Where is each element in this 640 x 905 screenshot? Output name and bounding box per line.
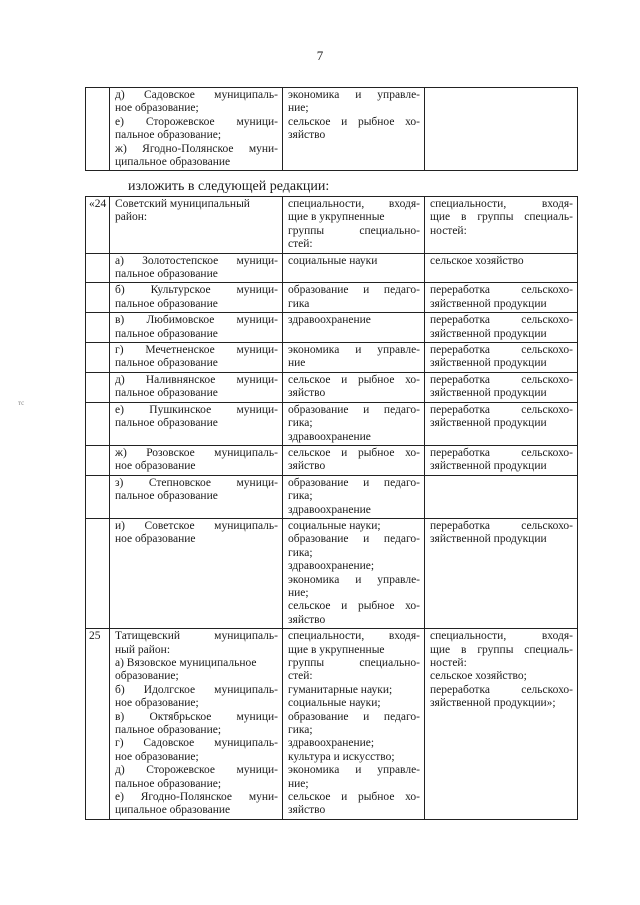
cell-line: пальное образование: [115, 417, 218, 430]
specialties-enlarged-cell: [283, 445, 425, 475]
cell-line: ностей:: [430, 224, 467, 237]
specialties-enlarged-cell: [283, 629, 425, 820]
table-row: [86, 518, 578, 628]
cell-line: щие в укрупненные: [288, 211, 385, 224]
cell-line: з) Степновское муници-: [115, 476, 278, 489]
cell-line: гика;: [288, 490, 313, 503]
cell-line: зяйственной продукции: [430, 460, 547, 473]
municipality-cell: [110, 88, 283, 171]
cell-line: пальное образование: [115, 327, 218, 340]
cell-line: сельское и рыбное хо-: [288, 791, 420, 804]
cell-line: переработка сельскохо-: [430, 519, 573, 532]
cell-line: ное образование;: [115, 697, 199, 710]
cell-line: а) Золотостепское муници-: [115, 254, 278, 267]
specialties-enlarged-cell: [283, 283, 425, 313]
cell-line: здравоохранение;: [288, 737, 375, 750]
margin-mark: тс: [18, 399, 25, 407]
cell-line: зяйственной продукции: [430, 357, 547, 370]
specialties-groups-cell: [425, 343, 578, 373]
cell-line: сельское хозяйство;: [430, 670, 527, 683]
cell-line: гика;: [288, 724, 313, 737]
cell-line: зяйство: [288, 129, 326, 142]
row-number-cell: 25: [86, 629, 110, 820]
cell-line: образование и педаго-: [288, 710, 420, 723]
specialties-enlarged-cell: [283, 402, 425, 445]
cell-line: социальные науки: [288, 254, 378, 267]
cell-line: ние;: [288, 777, 309, 790]
cell-line: щие в группы специаль-: [430, 211, 573, 224]
specialties-groups-cell: [425, 313, 578, 343]
table-row: [86, 372, 578, 402]
page-number: 7: [316, 48, 324, 63]
cell-line: образование и педаго-: [288, 284, 420, 297]
specialties-groups-cell: [425, 445, 578, 475]
cell-line: зяйственной продукции: [430, 417, 547, 430]
cell-line: е) Пушкинское муници-: [115, 403, 278, 416]
table-row: [86, 445, 578, 475]
cell-line: ж) Ягодно-Полянское муни-: [115, 142, 278, 155]
cell-line: щие в группы специаль-: [430, 643, 573, 656]
cell-line: Советский муниципальный: [115, 198, 250, 210]
cell-line: ние;: [288, 586, 309, 599]
table-row: [86, 343, 578, 373]
cell-line: переработка сельскохо-: [430, 683, 573, 696]
cell-line: сельское и рыбное хо-: [288, 600, 420, 613]
cell-line: ное образование;: [115, 102, 199, 115]
row-number-cell: [86, 313, 110, 343]
specialties-groups-cell: [425, 402, 578, 445]
municipality-cell: [110, 518, 283, 628]
cell-line: а) Вязовское муниципальное: [115, 657, 257, 669]
cell-line: группы специально-: [288, 657, 420, 669]
row-number-cell: [86, 402, 110, 445]
cell-line: экономика и управле-: [288, 573, 420, 586]
cell-line: переработка сельскохо-: [430, 284, 573, 297]
municipality-cell: [110, 372, 283, 402]
municipality-cell: [110, 197, 283, 254]
cell-line: зяйство: [288, 460, 326, 473]
cell-line: зяйственной продукции: [430, 297, 547, 310]
cell-line: в) Октябрьское муници-: [115, 710, 278, 723]
row-number-cell: [86, 475, 110, 518]
cell-line: переработка сельскохо-: [430, 373, 573, 386]
row-number-cell: [86, 343, 110, 373]
cell-line: сельское хозяйство: [430, 254, 524, 267]
cell-line: здравоохранение: [288, 314, 371, 327]
cell-line: культура и искусство;: [288, 750, 395, 763]
cell-line: переработка сельскохо-: [430, 314, 573, 327]
cell-line: переработка сельскохо-: [430, 344, 573, 357]
table-row: [86, 253, 578, 283]
municipality-cell: [110, 313, 283, 343]
cell-line: стей:: [288, 670, 313, 683]
previous-text-table: [85, 87, 578, 171]
cell-line: и) Советское муниципаль-: [115, 519, 278, 532]
cell-line: сельское и рыбное хо-: [288, 373, 420, 386]
row-number-cell: [86, 518, 110, 628]
cell-line: зяйственной продукции: [430, 327, 547, 340]
row-number-cell: [86, 283, 110, 313]
cell-line: ние: [288, 357, 306, 370]
cell-line: гика: [288, 297, 310, 310]
cell-line: экономика и управле-: [288, 764, 420, 777]
cell-line: ж) Розовское муниципаль-: [115, 446, 278, 459]
specialties-enlarged-cell: [283, 518, 425, 628]
table-row: [86, 629, 578, 820]
cell-line: д) Сторожевское муници-: [115, 764, 278, 777]
cell-line: зяйство: [288, 613, 326, 626]
cell-line: д) Садовское муниципаль-: [115, 89, 278, 101]
cell-line: г) Садовское муниципаль-: [115, 737, 278, 750]
cell-line: ципальное образование: [115, 156, 231, 169]
specialties-groups-cell: [425, 475, 578, 518]
cell-line: переработка сельскохо-: [430, 403, 573, 416]
cell-line: Татищевский муниципаль-: [115, 630, 278, 643]
cell-line: специальности, входя-: [288, 198, 420, 210]
cell-line: специальности, входя-: [430, 198, 573, 210]
cell-line: пальное образование: [115, 387, 218, 400]
cell-line: образование;: [115, 670, 179, 683]
cell-line: зяйственной продукции»;: [430, 697, 556, 710]
cell-line: ностей:: [430, 657, 467, 669]
table-row: [86, 88, 578, 171]
cell-line: район:: [115, 211, 148, 224]
specialties-groups-cell: [425, 197, 578, 254]
specialties-enlarged-cell: [283, 313, 425, 343]
municipality-cell: [110, 283, 283, 313]
specialties-groups-cell: [425, 629, 578, 820]
cell-line: зяйство: [288, 387, 326, 400]
row-number-cell: [86, 372, 110, 402]
specialties-groups-cell: [425, 253, 578, 283]
table-row: [86, 197, 578, 254]
specialties-enlarged-cell: [283, 343, 425, 373]
table-row: [86, 283, 578, 313]
cell-line: е) Сторожевское муници-: [115, 115, 278, 128]
cell-line: специальности, входя-: [288, 630, 420, 643]
new-edition-table: [85, 196, 578, 820]
specialties-enlarged-cell: [283, 372, 425, 402]
cell-line: гика;: [288, 546, 313, 559]
municipality-cell: [110, 445, 283, 475]
cell-line: ное образование: [115, 460, 196, 473]
specialties-enlarged-cell: [283, 88, 425, 171]
specialties-groups-cell: [425, 88, 578, 171]
cell-line: ное образование: [115, 533, 196, 546]
cell-line: щие в укрупненные: [288, 643, 385, 656]
cell-line: ное образование;: [115, 750, 199, 763]
row-number-cell: [86, 88, 110, 171]
row-number-cell: [86, 445, 110, 475]
table-row: [86, 313, 578, 343]
specialties-groups-cell: [425, 372, 578, 402]
cell-line: экономика и управле-: [288, 89, 420, 101]
cell-line: здравоохранение: [288, 503, 371, 516]
cell-line: пальное образование: [115, 297, 218, 310]
cell-line: зяйственной продукции: [430, 387, 547, 400]
table-row: [86, 475, 578, 518]
cell-line: пальное образование;: [115, 777, 222, 790]
row-number-cell: [86, 253, 110, 283]
cell-line: здравоохранение;: [288, 560, 375, 573]
cell-line: образование и педаго-: [288, 533, 420, 546]
specialties-groups-cell: [425, 518, 578, 628]
municipality-cell: [110, 343, 283, 373]
cell-line: переработка сельскохо-: [430, 446, 573, 459]
cell-line: пальное образование: [115, 357, 218, 370]
cell-line: социальные науки;: [288, 519, 381, 532]
cell-line: д) Наливнянское муници-: [115, 373, 278, 386]
cell-line: в) Любимовское муници-: [115, 314, 278, 327]
municipality-cell: [110, 629, 283, 820]
municipality-cell: [110, 253, 283, 283]
cell-line: е) Ягодно-Полянское муни-: [115, 791, 278, 804]
cell-line: образование и педаго-: [288, 476, 420, 489]
cell-line: пальное образование;: [115, 129, 222, 142]
cell-line: пальное образование: [115, 490, 218, 503]
cell-line: г) Мечетненское муници-: [115, 344, 278, 357]
cell-line: сельское и рыбное хо-: [288, 446, 420, 459]
table-row: [86, 402, 578, 445]
cell-line: ние;: [288, 102, 309, 115]
cell-line: ный район:: [115, 643, 171, 656]
cell-line: сельское и рыбное хо-: [288, 115, 420, 128]
cell-line: экономика и управле-: [288, 344, 420, 357]
cell-line: группы специально-: [288, 224, 420, 237]
specialties-enlarged-cell: [283, 253, 425, 283]
cell-line: пальное образование: [115, 268, 218, 281]
cell-line: зяйство: [288, 804, 326, 817]
specialties-enlarged-cell: [283, 475, 425, 518]
cell-line: зяйственной продукции: [430, 533, 547, 546]
cell-line: стей:: [288, 238, 313, 251]
cell-line: пальное образование;: [115, 724, 222, 737]
specialties-enlarged-cell: [283, 197, 425, 254]
cell-line: здравоохранение: [288, 430, 371, 443]
municipality-cell: [110, 475, 283, 518]
cell-line: образование и педаго-: [288, 403, 420, 416]
municipality-cell: [110, 402, 283, 445]
cell-line: гуманитарные науки;: [288, 683, 393, 696]
cell-line: б) Идолгское муниципаль-: [115, 683, 278, 696]
instruction-text: изложить в следующей редакции:: [128, 179, 330, 194]
cell-line: гика;: [288, 417, 313, 430]
cell-line: б) Культурское муници-: [115, 284, 278, 297]
specialties-groups-cell: [425, 283, 578, 313]
cell-line: социальные науки;: [288, 697, 381, 710]
row-number-cell: «24: [86, 197, 110, 254]
cell-line: специальности, входя-: [430, 630, 573, 643]
cell-line: ципальное образование: [115, 804, 231, 817]
